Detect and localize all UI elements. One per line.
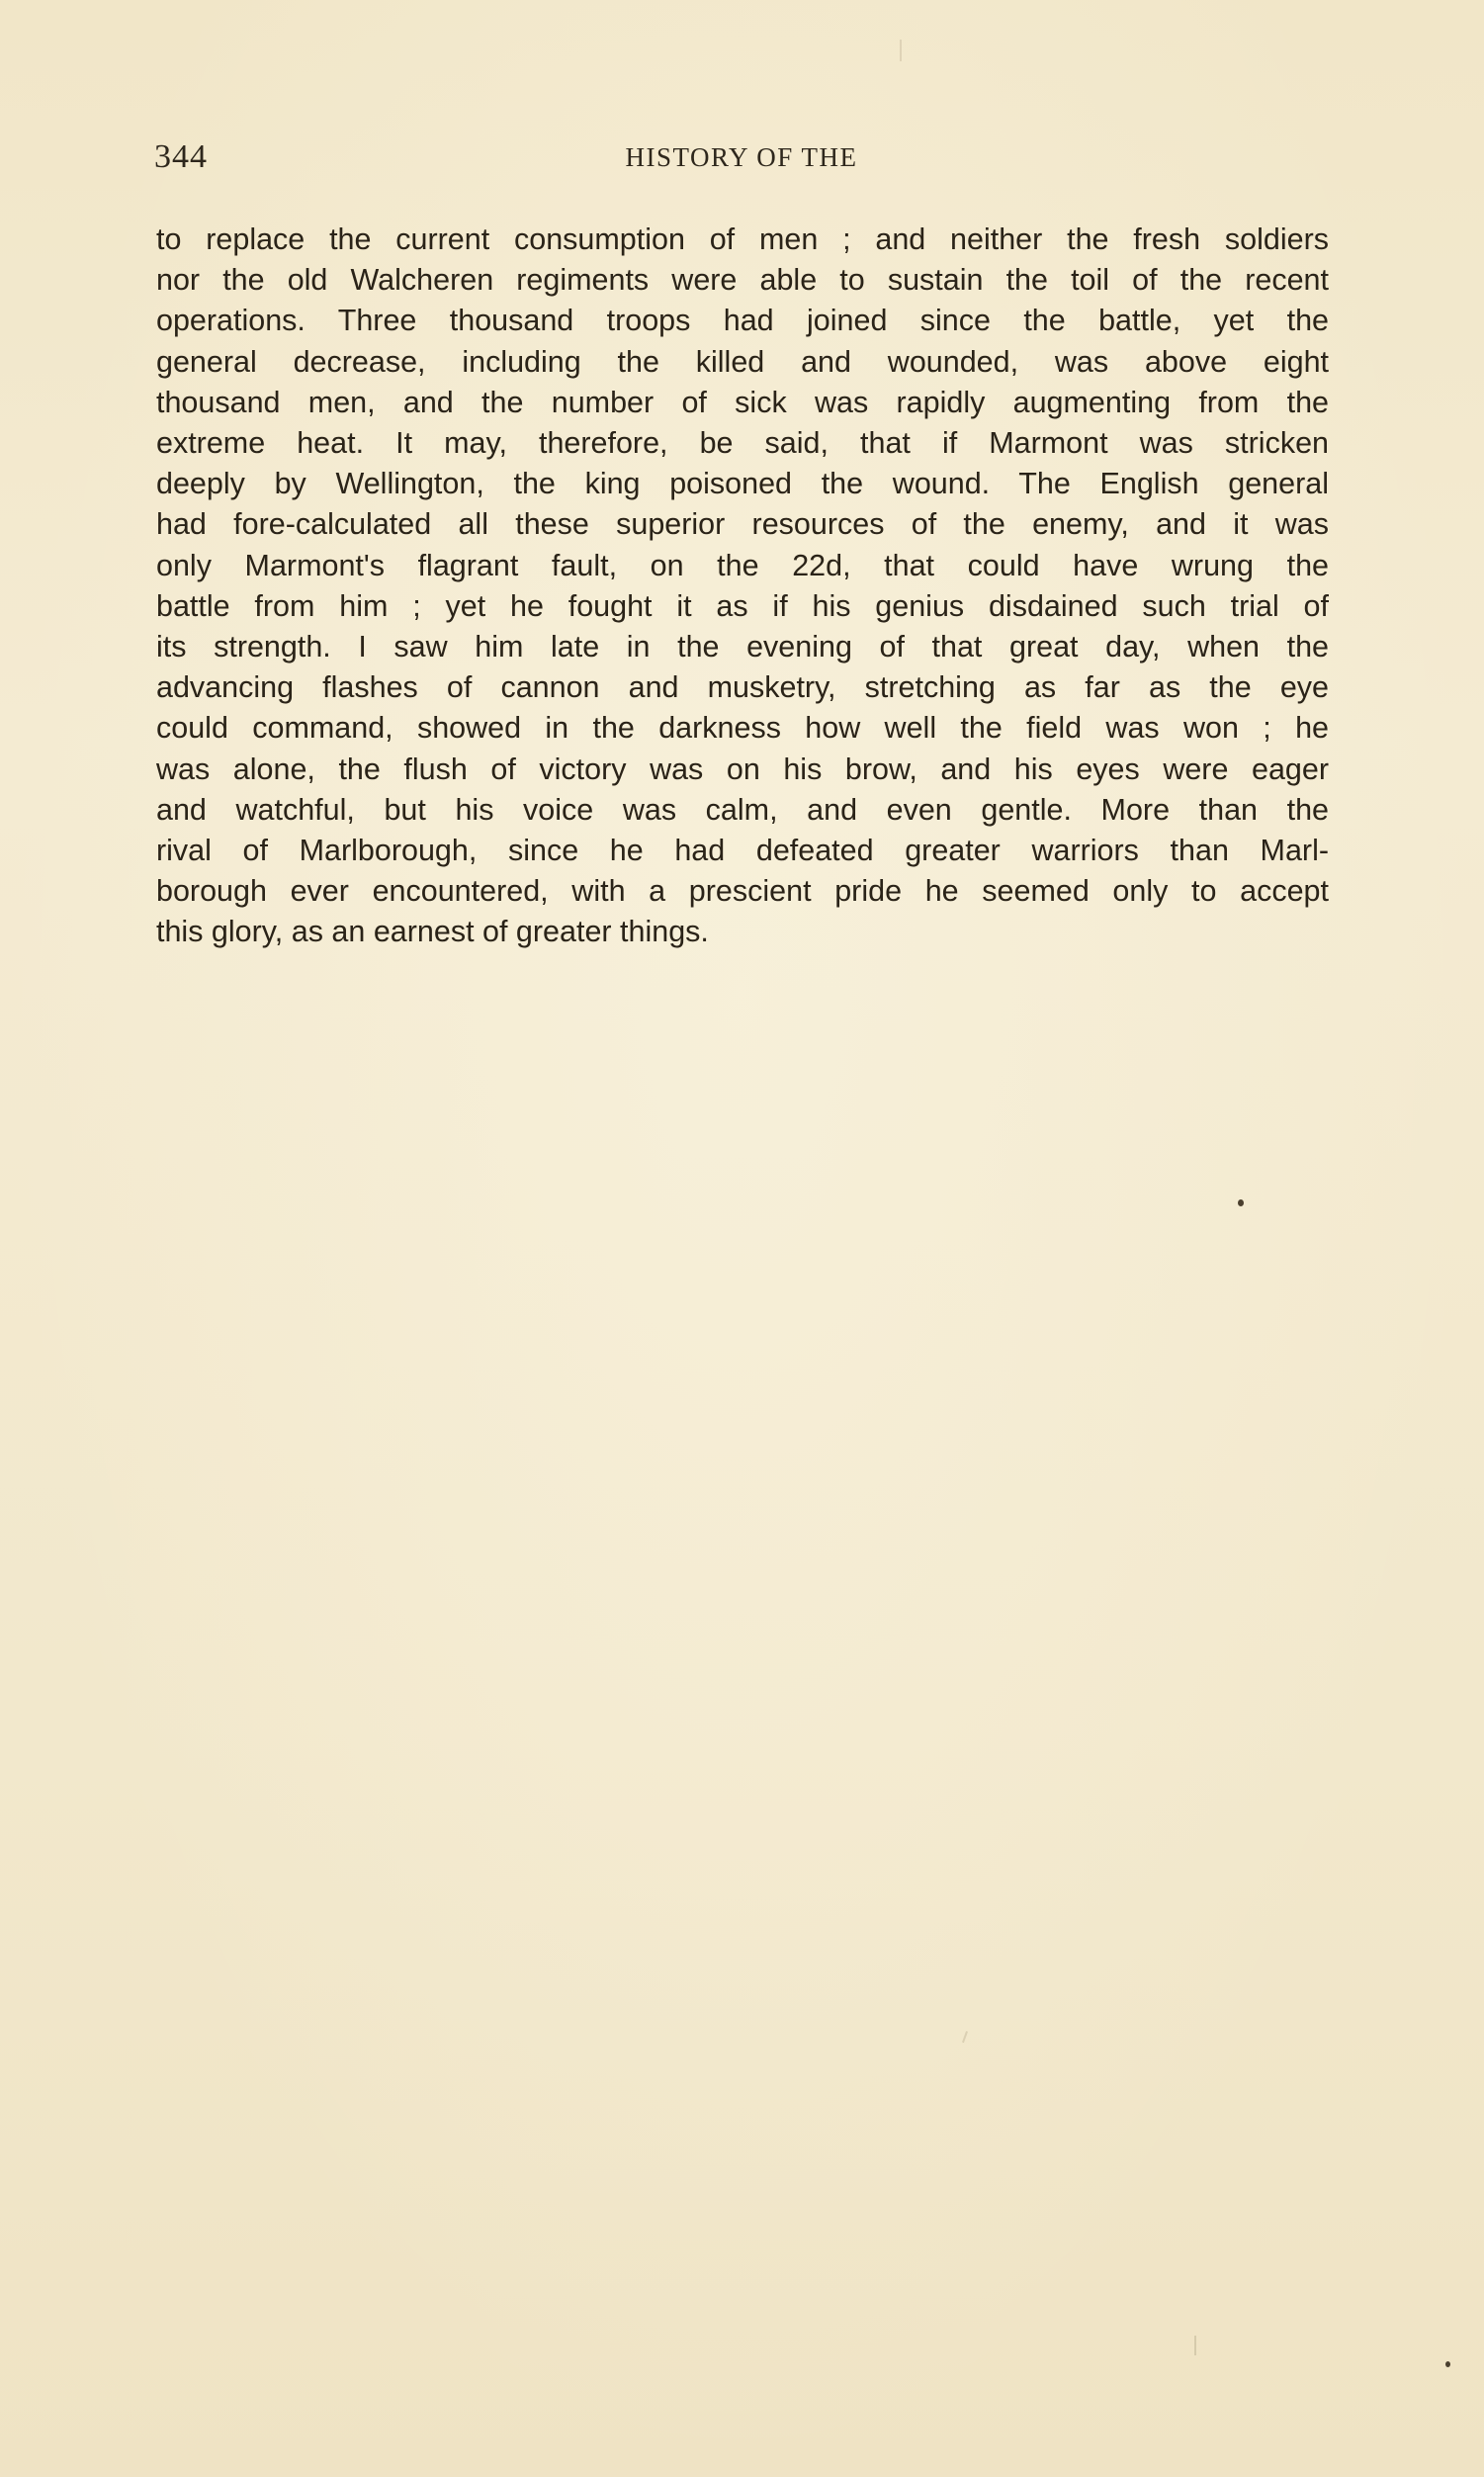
- text-line: thousand men, and the number of sick was rapidly augmenting from the: [156, 385, 1329, 419]
- text-line: borough ever encountered, with a prescient pride he seemed only to accept: [156, 874, 1329, 909]
- body-paragraph: [156, 220, 1329, 953]
- running-title: HISTORY OF THE: [625, 142, 858, 172]
- text-line: nor the old Walcheren regiments were able to sustain the toil of the recent: [156, 263, 1329, 298]
- text-line: this glory, as an earnest of greater things.: [156, 915, 709, 949]
- paper-speck: [1445, 2361, 1450, 2367]
- text-line: and watchful, but his voice was calm, and even gentle. More than the: [156, 792, 1329, 827]
- text-line: advancing flashes of cannon and musketry, stretching as far as the eye: [156, 670, 1329, 705]
- paper-mark: [1194, 2336, 1196, 2355]
- running-head: [154, 138, 1329, 188]
- text-line: operations. Three thousand troops had joined since the battle, yet the: [156, 304, 1329, 338]
- text-line: its strength. I saw him late in the evening of that great day, when the: [156, 630, 1329, 664]
- page-number: 344: [154, 138, 208, 175]
- text-line: deeply by Wellington, the king poisoned the wound. The English general: [156, 467, 1329, 501]
- paper-mark: [900, 40, 902, 61]
- text-line: had fore-calculated all these superior resources of the enemy, and it was: [156, 507, 1329, 542]
- text-line: rival of Marlborough, since he had defeated greater warriors than Marl-: [156, 834, 1329, 868]
- text-line: battle from him ; yet he fought it as if his genius disdained such trial of: [156, 588, 1329, 623]
- text-line: only Marmont's flagrant fault, on the 22d, that could have wrung the: [156, 548, 1329, 582]
- paper-mark: [962, 2031, 968, 2043]
- text-line: was alone, the flush of victory was on his brow, and his eyes were eager: [156, 752, 1329, 786]
- text-line: could command, showed in the darkness how well the field was won ; he: [156, 711, 1329, 746]
- text-line: general decrease, including the killed and wounded, was above eight: [156, 344, 1329, 379]
- text-line: to replace the current consumption of men ; and neither the fresh soldiers: [156, 222, 1329, 256]
- text-line: extreme heat. It may, therefore, be said, that if Marmont was stricken: [156, 426, 1329, 461]
- paper-speck: [1238, 1199, 1244, 1206]
